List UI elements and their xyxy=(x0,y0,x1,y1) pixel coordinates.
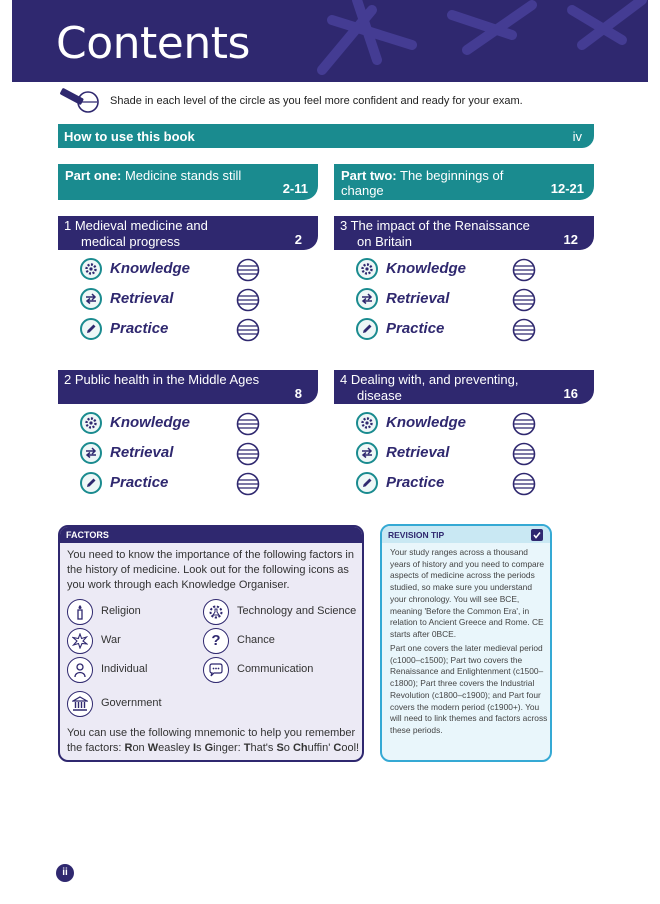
topic-2-heading[interactable] xyxy=(58,370,318,404)
shade-instruction xyxy=(58,88,598,116)
level-label: Knowledge xyxy=(110,260,191,277)
mnemonic-word-rest: easley xyxy=(158,742,193,754)
topic-2-title-line1: 2 Public health in the Middle Ages xyxy=(64,372,260,387)
gear-icon xyxy=(80,258,102,280)
part-one-heading[interactable] xyxy=(58,164,318,200)
revision-tip-para2: Part one covers the later medieval period (c1000–c1500); Part two covers the Renaissance and Enlightenment (c1500–c1800); Part three covers the Industrial Revolution (c1800–c1900); and Part four covers the modern period (c1900+). You will need to link themes and factors across these periods. xyxy=(390,643,548,735)
mnemonic-initial: I xyxy=(192,742,197,754)
factor-technology-label: Technology and Science xyxy=(237,605,357,617)
part-one-title: Medicine stands still xyxy=(121,168,242,183)
how-to-use-page: iv xyxy=(572,129,582,144)
page-title: Contents xyxy=(56,18,250,69)
revision-tip-heading: REVISION TIP xyxy=(388,530,445,540)
mnemonic-word-rest: inger: xyxy=(213,742,244,754)
pencil-icon xyxy=(80,472,102,494)
pencil-icon xyxy=(80,318,102,340)
part-one-pages: 2-11 xyxy=(282,181,308,196)
confidence-circle[interactable] xyxy=(512,472,536,496)
mnemonic-word-rest: s xyxy=(196,742,205,754)
topic-1-title-line2: medical progress xyxy=(81,234,180,249)
level-label: Practice xyxy=(386,474,445,491)
speech-bubble-icon xyxy=(203,657,229,683)
candle-icon xyxy=(67,599,93,625)
topic-1-page: 2 xyxy=(294,232,302,247)
level-label: Retrieval xyxy=(110,290,174,307)
pencil-circle-icon xyxy=(58,88,102,114)
mnemonic-phrase xyxy=(124,742,359,754)
gear-icon xyxy=(356,412,378,434)
mnemonic-initial: G xyxy=(204,742,214,754)
mnemonic-initial: C xyxy=(333,742,342,754)
revision-tip-para1: Your study ranges across a thousand years of history and you need to compare aspects of medicine across the periods studied, so make sure you understand your chronology. You will see BCE, meaning 'Before the Common Era', in relation to Ancient Greece and Rome. CE starts after 0BCE. xyxy=(390,547,545,639)
gear-icon xyxy=(80,412,102,434)
topic-4-title-line2: disease xyxy=(357,388,402,403)
contents-header xyxy=(12,0,648,82)
part-two-heading[interactable] xyxy=(334,164,594,200)
gear-icon xyxy=(356,258,378,280)
level-label: Knowledge xyxy=(386,414,467,431)
topic-3-heading[interactable] xyxy=(334,216,594,250)
swap-arrows-icon xyxy=(356,288,378,310)
mnemonic-word-rest: uffin' xyxy=(307,742,334,754)
swap-arrows-icon xyxy=(80,442,102,464)
mnemonic-initial: S xyxy=(276,742,284,754)
topic-1-heading[interactable] xyxy=(58,216,318,250)
topic-1-title-line1: 1 Medieval medicine and xyxy=(64,218,208,233)
level-label: Retrieval xyxy=(110,444,174,461)
factor-religion-label: Religion xyxy=(101,605,141,617)
mnemonic-initial: Ch xyxy=(292,742,308,754)
confidence-circle[interactable] xyxy=(236,472,260,496)
confidence-circle[interactable] xyxy=(236,318,260,342)
revision-tip-header xyxy=(382,526,550,543)
confidence-circle[interactable] xyxy=(512,412,536,436)
confidence-circle[interactable] xyxy=(236,412,260,436)
question-mark-icon: ? xyxy=(203,628,229,654)
factors-heading: FACTORS xyxy=(66,530,109,540)
how-to-use-link[interactable] xyxy=(58,124,594,148)
confidence-circle[interactable] xyxy=(512,318,536,342)
confidence-circle[interactable] xyxy=(236,258,260,282)
level-label: Knowledge xyxy=(110,414,191,431)
factor-individual-label: Individual xyxy=(101,663,148,675)
topic-4-page: 16 xyxy=(563,386,578,401)
confidence-circle[interactable] xyxy=(236,442,260,466)
revision-tip-box xyxy=(380,524,552,762)
part-one-label: Part one: xyxy=(65,168,122,183)
mnemonic-word-rest: ool! xyxy=(341,742,360,754)
factor-communication-label: Communication xyxy=(237,663,314,675)
factor-chance-label: Chance xyxy=(237,634,275,646)
part-two-label: Part two: xyxy=(341,168,397,183)
mnemonic-initial: T xyxy=(243,742,251,754)
topic-3-title-line2: on Britain xyxy=(357,234,412,249)
level-label: Practice xyxy=(110,320,169,337)
topic-3-page: 12 xyxy=(563,232,578,247)
swap-arrows-icon xyxy=(356,442,378,464)
topic-4-heading[interactable] xyxy=(334,370,594,404)
topic-2-page: 8 xyxy=(294,386,302,401)
mnemonic-text xyxy=(67,726,361,756)
page-number: ii xyxy=(56,864,74,882)
topic-4-title-line1: 4 Dealing with, and preventing, xyxy=(340,372,519,387)
level-label: Knowledge xyxy=(386,260,467,277)
level-label: Retrieval xyxy=(386,444,450,461)
mnemonic-word-rest: o xyxy=(283,742,293,754)
factors-box xyxy=(58,525,364,762)
level-label: Practice xyxy=(110,474,169,491)
level-label: Practice xyxy=(386,320,445,337)
government-building-icon xyxy=(67,691,93,717)
confidence-circle[interactable] xyxy=(512,442,536,466)
factors-header xyxy=(60,527,362,543)
pencil-icon xyxy=(356,318,378,340)
mnemonic-initial: R xyxy=(124,742,133,754)
how-to-use-label: How to use this book xyxy=(64,129,195,144)
mnemonic-word-rest: on xyxy=(132,742,148,754)
swap-arrows-icon xyxy=(80,288,102,310)
person-icon xyxy=(67,657,93,683)
instruction-text: Shade in each level of the circle as you feel more confident and ready for your exam. xyxy=(110,95,523,107)
mnemonic-word-rest: hat's xyxy=(250,742,277,754)
explosion-icon xyxy=(67,628,93,654)
mnemonic-initial: W xyxy=(147,742,159,754)
level-label: Retrieval xyxy=(386,290,450,307)
confidence-circle[interactable] xyxy=(512,288,536,312)
topic-3-title-line1: 3 The impact of the Renaissance xyxy=(340,218,530,233)
mnemonic-intro: You can use the following mnemonic to help you remember the factors: xyxy=(67,727,356,754)
part-two-title: The beginnings of change xyxy=(341,168,504,198)
checklist-icon xyxy=(530,528,544,542)
confidence-circle[interactable] xyxy=(512,258,536,282)
part-two-pages: 12-21 xyxy=(550,181,584,196)
confidence-circle[interactable] xyxy=(236,288,260,312)
pencil-icon xyxy=(356,472,378,494)
factor-government-label: Government xyxy=(101,697,162,709)
gear-flask-icon xyxy=(203,599,229,625)
factors-intro: You need to know the importance of the following factors in the history of medicine. Look out for the following icons as you work through each Knowledge Organiser. xyxy=(67,549,354,591)
factor-war-label: War xyxy=(101,634,121,646)
